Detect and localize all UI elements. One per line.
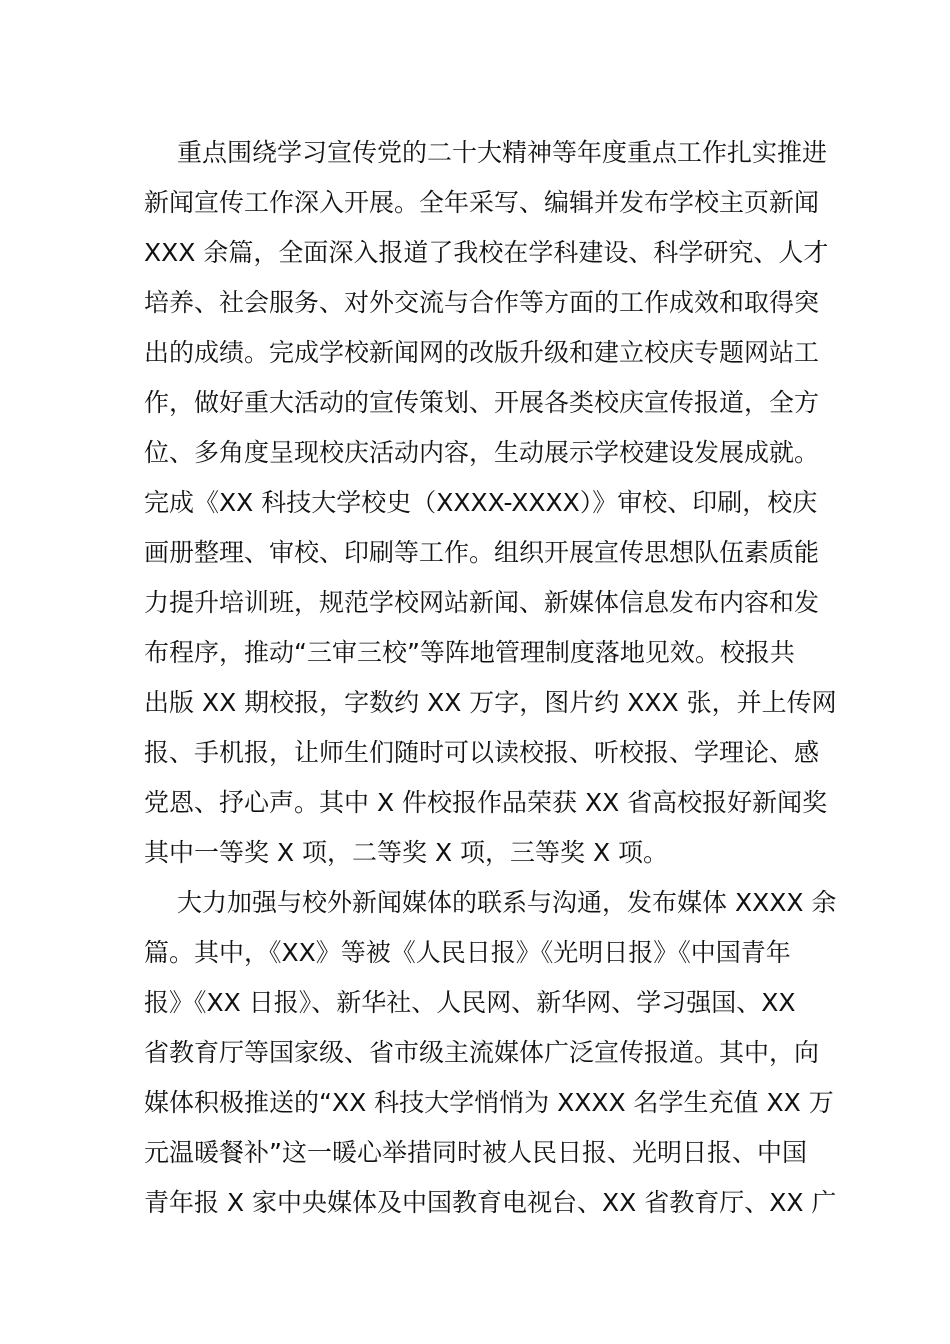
text-line: 出的成绩。完成学校新闻网的改版升级和建立校庆专题网站工 [144,338,820,367]
text-line: 作，做好重大活动的宣传策划、开展各类校庆宣传报道，全方 [144,388,820,417]
text-line: 篇。其中，《XX》等被《人民日报》《光明日报》《中国青年 [144,938,791,967]
text-line: 力提升培训班，规范学校网站新闻、新媒体信息发布内容和发 [144,588,820,617]
document-body [144,128,837,1228]
text-line: 青年报 X 家中央媒体及中国教育电视台、XX 省教育厅、XX 广 [144,1188,837,1217]
text-line: 出版 XX 期校报，字数约 XX 万字，图片约 XXX 张，并上传网 [144,688,837,717]
text-line: 培养、社会服务、对外交流与合作等方面的工作成效和取得突 [144,288,820,317]
text-line: 画册整理、审校、印刷等工作。组织开展宣传思想队伍素质能 [144,538,820,567]
text-line: 媒体积极推送的“XX 科技大学悄悄为 XXXX 名学生充值 XX 万 [144,1088,834,1117]
text-line: 位、多角度呈现校庆活动内容，生动展示学校建设发展成就。 [144,438,820,467]
text-line: XXX 余篇，全面深入报道了我校在学科建设、科学研究、人才 [144,238,829,267]
text-line: 布程序，推动“三审三校”等阵地管理制度落地见效。校报共 [144,638,795,667]
text-line: 完成《XX 科技大学校史（XXXX-XXXX）》审校、印刷，校庆 [144,488,818,517]
text-line: 报、手机报，让师生们随时可以读校报、听校报、学理论、感 [144,738,820,767]
text-line: 省教育厅等国家级、省市级主流媒体广泛宣传报道。其中，向 [144,1038,820,1067]
paragraph-media-outreach [144,878,837,1228]
text-line: 大力加强与校外新闻媒体的联系与沟通，发布媒体 XXXX 余 [177,888,837,917]
text-line: 党恩、抒心声。其中 X 件校报作品荣获 XX 省高校报好新闻奖 [144,788,828,817]
text-line: 重点围绕学习宣传党的二十大精神等年度重点工作扎实推进 [177,138,828,167]
paragraph-publicity-work [144,128,837,878]
text-line: 报》《XX 日报》、新华社、人民网、新华网、学习强国、XX [144,988,796,1017]
text-line: 新闻宣传工作深入开展。全年采写、编辑并发布学校主页新闻 [144,188,820,217]
text-line: 其中一等奖 X 项，二等奖 X 项，三等奖 X 项。 [144,838,669,867]
text-line: 元温暖餐补”这一暖心举措同时被人民日报、光明日报、中国 [144,1138,807,1167]
